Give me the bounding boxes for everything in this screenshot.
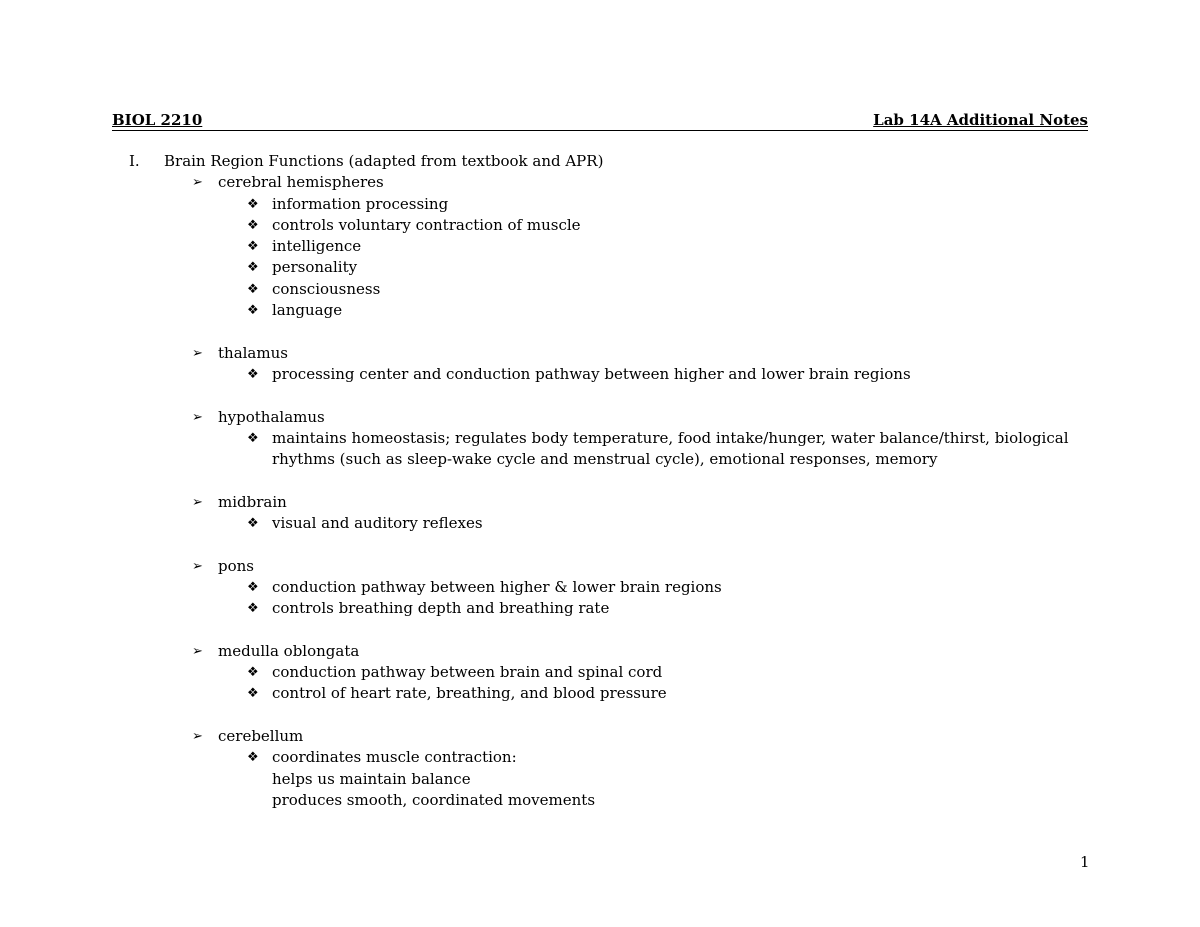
list-item [192, 236, 1102, 257]
arrow-bullet-icon: ➢ [192, 175, 203, 191]
function-text: coordinates muscle contraction: [272, 748, 517, 767]
region-name: thalamus [218, 343, 288, 362]
function-text: maintains homeostasis; regulates body temperature, food intake/hunger, water balance/thirst, biological rhythms (such as sleep-wake cycle and menstrual cycle), emotional responses, memory [272, 428, 1069, 469]
function-text: processing center and conduction pathway between higher and lower brain regions [272, 364, 911, 383]
diamond-bullet-icon: ❖ [247, 239, 259, 255]
list-item [192, 577, 1102, 598]
function-text: language [272, 301, 343, 320]
region-block [192, 172, 1102, 342]
region-name: midbrain [218, 492, 287, 511]
diamond-bullet-icon: ❖ [247, 516, 259, 532]
region-block [192, 641, 1102, 726]
function-list [192, 194, 1102, 322]
page-number: 1 [1080, 853, 1090, 871]
function-list [192, 662, 1102, 705]
function-text: conduction pathway between higher & lower brain regions [272, 577, 722, 596]
arrow-bullet-icon: ➢ [192, 345, 203, 361]
list-item [192, 513, 1102, 534]
diamond-bullet-icon: ❖ [247, 601, 259, 617]
region-name: pons [218, 556, 254, 575]
diamond-bullet-icon: ❖ [247, 217, 259, 233]
arrow-bullet-icon: ➢ [192, 494, 203, 510]
diamond-bullet-icon: ❖ [247, 260, 259, 276]
region-heading [192, 726, 1102, 747]
list-item [192, 215, 1102, 236]
function-text: intelligence [272, 237, 362, 256]
region-heading [192, 641, 1102, 662]
region-block [192, 726, 1102, 811]
arrow-bullet-icon: ➢ [192, 409, 203, 425]
function-text: conduction pathway between brain and spinal cord [272, 663, 663, 682]
function-list [192, 577, 1102, 620]
region-name: cerebral hemispheres [218, 173, 384, 192]
region-name: cerebellum [218, 727, 304, 746]
region-block [192, 556, 1102, 641]
function-text: control of heart rate, breathing, and blood pressure [272, 684, 667, 703]
document-body [112, 151, 1102, 811]
list-item [192, 364, 1102, 385]
list-item [192, 300, 1102, 321]
spacer [192, 470, 1102, 491]
spacer [192, 620, 1102, 641]
region-list [112, 172, 1102, 811]
section-numeral: I. [129, 152, 140, 170]
diamond-bullet-icon: ❖ [247, 686, 259, 702]
function-text: visual and auditory reflexes [272, 514, 483, 533]
section-title: Brain Region Functions (adapted from textbook and APR) [164, 152, 604, 170]
spacer [192, 385, 1102, 406]
spacer [192, 534, 1102, 555]
diamond-bullet-icon: ❖ [247, 196, 259, 212]
diamond-bullet-icon: ❖ [247, 665, 259, 681]
diamond-bullet-icon: ❖ [247, 579, 259, 595]
list-item [192, 194, 1102, 215]
function-list [192, 364, 1102, 385]
region-heading [192, 556, 1102, 577]
function-text: personality [272, 258, 358, 277]
region-heading [192, 172, 1102, 193]
function-list [192, 428, 1102, 471]
function-detail: produces smooth, coordinated movements [272, 790, 596, 809]
function-list [192, 513, 1102, 534]
diamond-bullet-icon: ❖ [247, 366, 259, 382]
function-text: consciousness [272, 279, 381, 298]
list-item [192, 747, 1102, 768]
page-header [112, 110, 1088, 131]
region-block [192, 407, 1102, 492]
region-heading [192, 343, 1102, 364]
region-heading [192, 492, 1102, 513]
section-heading [112, 151, 1102, 172]
spacer [192, 321, 1102, 342]
course-code: BIOL 2210 [112, 111, 203, 129]
spacer [192, 705, 1102, 726]
function-list [192, 747, 1102, 768]
region-name: hypothalamus [218, 407, 325, 426]
list-item [192, 598, 1102, 619]
list-item [192, 279, 1102, 300]
list-item [192, 662, 1102, 683]
diamond-bullet-icon: ❖ [247, 281, 259, 297]
region-block [192, 343, 1102, 407]
arrow-bullet-icon: ➢ [192, 643, 203, 659]
document-title: Lab 14A Additional Notes [873, 111, 1088, 129]
diamond-bullet-icon: ❖ [247, 430, 259, 446]
function-detail: helps us maintain balance [272, 769, 471, 788]
arrow-bullet-icon: ➢ [192, 558, 203, 574]
diamond-bullet-icon: ❖ [247, 303, 259, 319]
list-item [192, 257, 1102, 278]
diamond-bullet-icon: ❖ [247, 750, 259, 766]
region-block [192, 492, 1102, 556]
function-text: controls breathing depth and breathing rate [272, 599, 610, 618]
list-item [192, 428, 1102, 471]
region-name: medulla oblongata [218, 641, 360, 660]
arrow-bullet-icon: ➢ [192, 729, 203, 745]
list-item [192, 683, 1102, 704]
function-text: controls voluntary contraction of muscle [272, 215, 581, 234]
function-text: information processing [272, 194, 449, 213]
region-heading [192, 407, 1102, 428]
